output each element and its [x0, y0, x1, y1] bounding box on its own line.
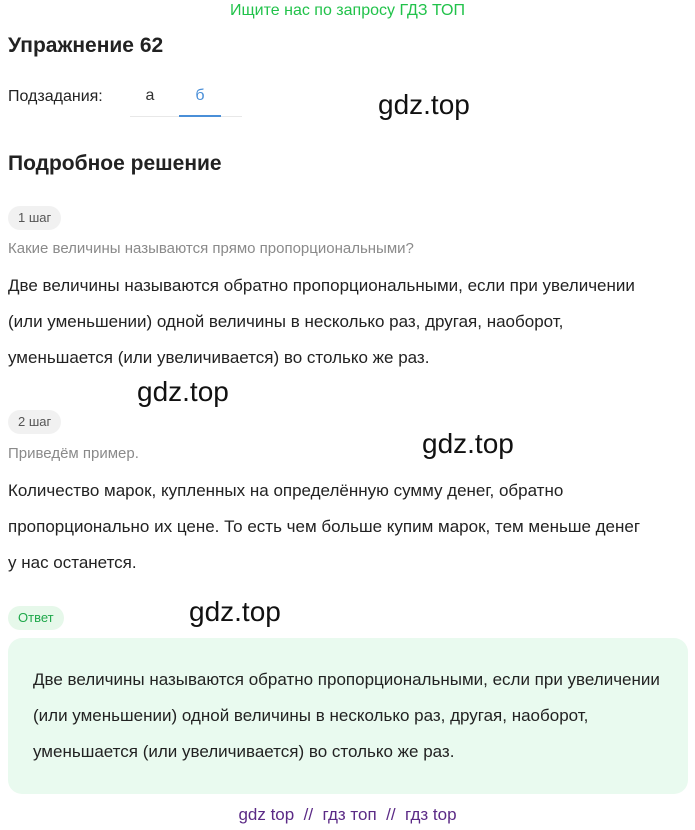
- step-text: Количество марок, купленных на определённую сумму денег, обратно пропорционально их цене. То есть чем больше купим марок, тем меньше денег у нас останется.: [8, 481, 641, 572]
- step-text: Две величины называются обратно пропорциональными, если при увеличении (или уменьшении) одной величины в несколько раз, другая, наоборот, уменьшается (или увеличивается) во столько же раз.: [8, 276, 635, 367]
- watermark: gdz.top: [422, 428, 514, 459]
- subtasks-label: Подзадания:: [8, 88, 103, 105]
- watermark: gdz.top: [137, 376, 229, 407]
- page-title: Упражнение 62: [8, 34, 164, 57]
- step-question: Какие величины называются прямо пропорциональными?: [8, 240, 414, 257]
- answer-badge: Ответ: [8, 606, 64, 630]
- subtask-tab-a[interactable]: а: [145, 87, 155, 104]
- promo-banner[interactable]: Ищите нас по запросу ГДЗ ТОП: [230, 2, 465, 19]
- solution-heading: Подробное решение: [8, 152, 222, 175]
- step-badge: 2 шаг: [8, 410, 61, 434]
- step-question: Приведём пример.: [8, 445, 139, 462]
- watermark: gdz.top: [378, 89, 470, 120]
- subtask-tab-b[interactable]: б: [179, 87, 221, 117]
- watermark: gdz.top: [189, 596, 281, 627]
- footer-links[interactable]: gdz top // гдз топ // гдз top: [238, 805, 457, 824]
- step-badge: 1 шаг: [8, 206, 61, 230]
- answer-text: Две величины называются обратно пропорциональными, если при увеличении (или уменьшении) одной величины в несколько раз, другая, наоборот, уменьшается (или увеличивается) во столько же раз.: [33, 670, 660, 761]
